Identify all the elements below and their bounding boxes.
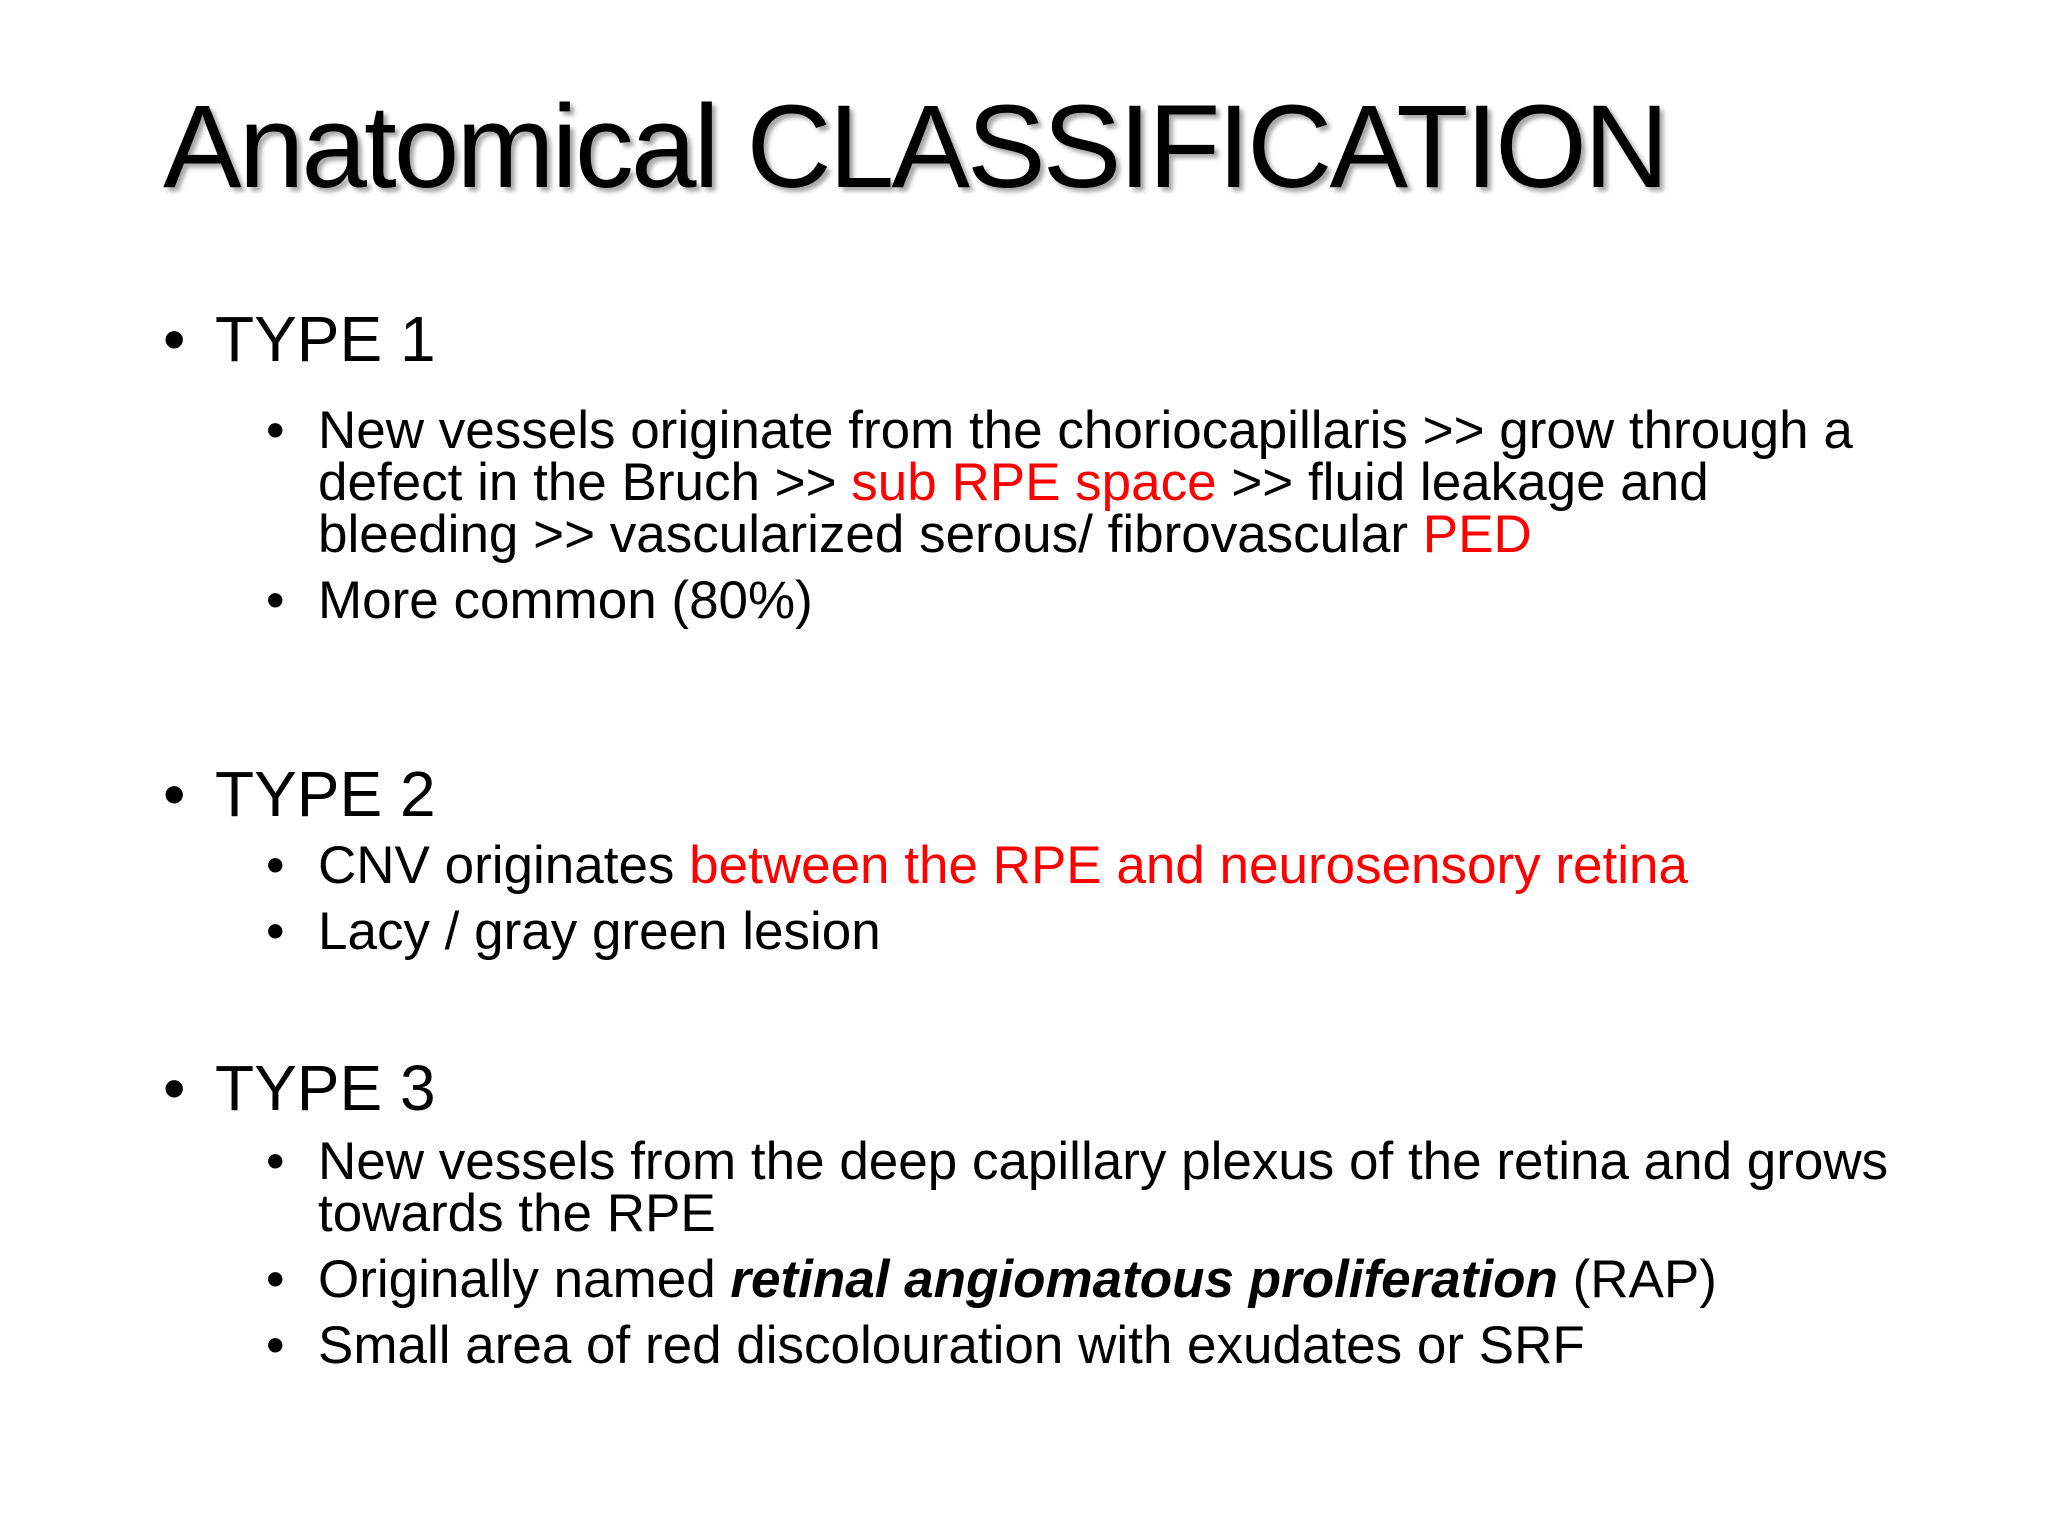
bullet-icon: • <box>163 758 186 830</box>
item-text: Small area of red discolouration with exudates or SRF <box>318 1316 1585 1375</box>
type-1-list <box>163 401 1923 630</box>
bullet-icon: • <box>266 401 285 460</box>
list-item <box>163 1132 1918 1243</box>
type-3-list <box>163 1132 1923 1375</box>
list-item <box>163 836 1918 895</box>
bullet-icon: • <box>266 836 285 895</box>
heading-text: TYPE 3 <box>215 1052 436 1124</box>
section-type-2 <box>163 758 1923 961</box>
item-text: >> fluid leakage and bleeding >> vascularized serous/ fibrovascular <box>318 453 1709 564</box>
bullet-icon: • <box>163 1052 186 1124</box>
item-text: (RAP) <box>1557 1250 1717 1309</box>
item-text: Lacy / gray green lesion <box>318 902 881 961</box>
heading-type-1 <box>163 303 1923 375</box>
emphasis-text: retinal angiomatous proliferation <box>730 1250 1558 1309</box>
heading-type-2 <box>163 758 1923 830</box>
bullet-icon: • <box>163 303 186 375</box>
section-type-1 <box>163 303 1923 630</box>
list-item <box>163 401 1918 564</box>
bullet-icon: • <box>266 1250 285 1309</box>
section-type-3 <box>163 1052 1923 1375</box>
slide-title: Anatomical CLASSIFICATION <box>163 81 1667 213</box>
highlight-text: between the RPE and neurosensory retina <box>689 836 1688 895</box>
heading-type-3 <box>163 1052 1923 1124</box>
item-text: CNV originates <box>318 836 690 895</box>
bullet-icon: • <box>266 1132 285 1191</box>
highlight-text: sub RPE space <box>851 453 1217 512</box>
list-item <box>163 571 1918 630</box>
item-text: New vessels from the deep capillary plexus of the retina and grows towards the RPE <box>318 1132 1889 1243</box>
item-text: Originally named <box>318 1250 731 1309</box>
list-item <box>163 1316 1918 1375</box>
type-2-list <box>163 836 1923 961</box>
list-item <box>163 1250 1918 1309</box>
bullet-icon: • <box>266 1316 285 1375</box>
bullet-icon: • <box>266 902 285 961</box>
highlight-text: PED <box>1422 505 1532 564</box>
bullet-icon: • <box>266 571 285 630</box>
heading-text: TYPE 2 <box>215 758 436 830</box>
list-item <box>163 902 1918 961</box>
item-text: More common (80%) <box>318 571 813 630</box>
heading-text: TYPE 1 <box>215 303 436 375</box>
item-text: New vessels originate from the choriocapillaris >> grow through a defect in the Bruch >> <box>318 401 1853 512</box>
